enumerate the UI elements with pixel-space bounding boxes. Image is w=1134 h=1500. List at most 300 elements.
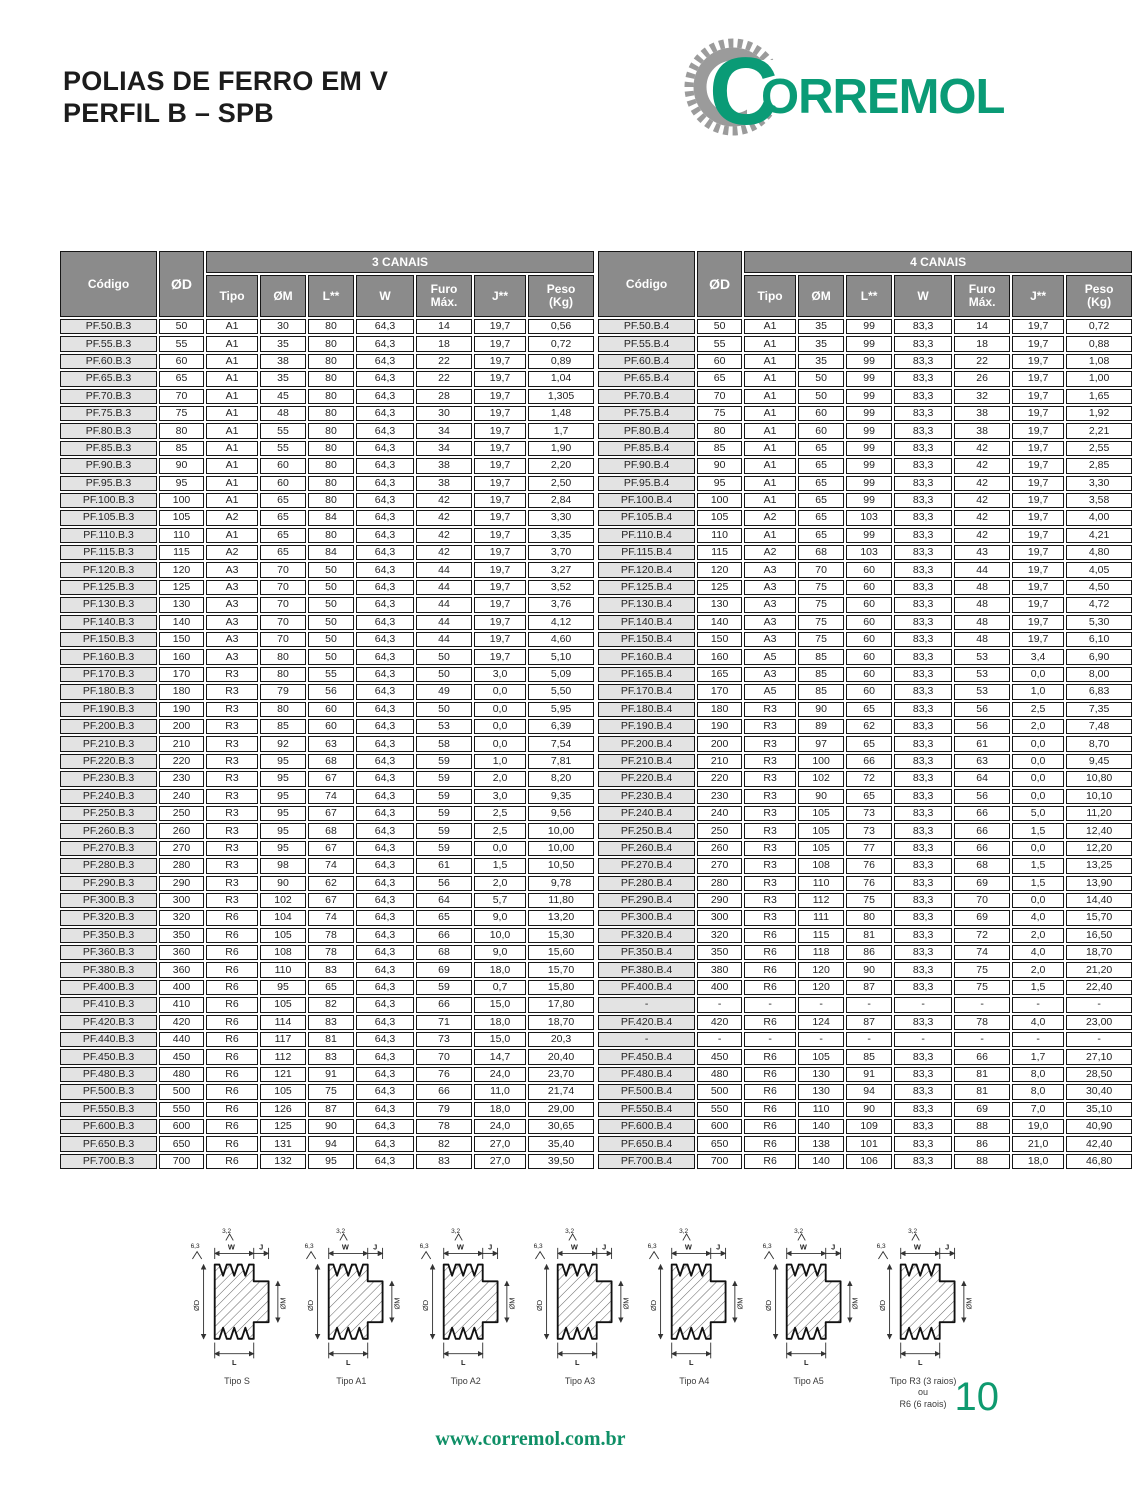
- cell-value: 48: [954, 597, 1010, 612]
- cell-codigo: PF.360.B.3: [60, 945, 157, 960]
- cell-codigo: PF.115.B.3: [60, 545, 157, 560]
- table-row: [60, 928, 594, 943]
- cell-value: 360: [159, 945, 204, 960]
- svg-text:ØD: ØD: [420, 1299, 430, 1311]
- cell-value: 103: [846, 510, 892, 525]
- cell-value: 19,7: [474, 615, 526, 630]
- cell-value: 50: [308, 562, 354, 577]
- cell-value: 75: [954, 962, 1010, 977]
- cell-value: R6: [744, 928, 796, 943]
- cell-value: 650: [697, 1136, 742, 1151]
- cell-value: 19,7: [474, 371, 526, 386]
- cell-codigo: PF.150.B.4: [598, 632, 695, 647]
- cell-value: 19,7: [474, 389, 526, 404]
- pulley-diagram: [299, 1222, 403, 1410]
- cell-value: 49: [416, 684, 472, 699]
- cell-value: 1,00: [1066, 371, 1132, 386]
- cell-value: 6,90: [1066, 649, 1132, 664]
- cell-value: 64: [416, 893, 472, 908]
- cell-value: R3: [744, 789, 796, 804]
- cell-value: 120: [159, 562, 204, 577]
- cell-value: 80: [308, 423, 354, 438]
- pulley-diagram: [757, 1222, 861, 1410]
- cell-codigo: PF.90.B.4: [598, 458, 695, 473]
- cell-value: 2,0: [474, 876, 526, 891]
- cell-value: 99: [846, 406, 892, 421]
- cell-value: 1,0: [1012, 684, 1064, 699]
- cell-value: 3,0: [474, 789, 526, 804]
- cell-value: 83,3: [894, 476, 952, 491]
- cell-value: A1: [206, 406, 258, 421]
- table-row: [598, 354, 1132, 369]
- cell-value: 19,7: [1012, 580, 1064, 595]
- cell-value: 140: [697, 615, 742, 630]
- cell-codigo: PF.130.B.3: [60, 597, 157, 612]
- cell-value: 105: [697, 510, 742, 525]
- svg-text:3,2: 3,2: [679, 1228, 689, 1235]
- cell-value: 0,0: [1012, 789, 1064, 804]
- table-row: [598, 597, 1132, 612]
- cell-value: 1,48: [528, 406, 594, 421]
- cell-value: 64,3: [356, 354, 414, 369]
- page-title-line1: POLIAS DE FERRO EM V: [63, 66, 389, 96]
- cell-value: 35,40: [528, 1136, 594, 1151]
- cell-value: 3,30: [528, 510, 594, 525]
- cell-value: 19,0: [1012, 1119, 1064, 1134]
- cell-value: 3,4: [1012, 649, 1064, 664]
- cell-value: 64,3: [356, 1032, 414, 1047]
- cell-value: 95: [260, 980, 306, 995]
- cell-value: 1,7: [528, 423, 594, 438]
- svg-text:6,3: 6,3: [419, 1242, 429, 1250]
- table-row: [60, 510, 594, 525]
- cell-codigo: PF.85.B.3: [60, 441, 157, 456]
- cell-value: 42: [416, 493, 472, 508]
- table-row: [598, 719, 1132, 734]
- tbody-3-canais: [60, 319, 594, 1169]
- table-row: [598, 389, 1132, 404]
- cell-value: 130: [798, 1067, 844, 1082]
- cell-value: 99: [846, 336, 892, 351]
- cell-value: 3,35: [528, 528, 594, 543]
- cell-value: 102: [798, 771, 844, 786]
- cell-value: 0,0: [474, 719, 526, 734]
- col-header-l: L**: [846, 275, 892, 317]
- cell-value: 42: [416, 510, 472, 525]
- table-row: [598, 893, 1132, 908]
- cell-value: 130: [697, 597, 742, 612]
- cell-codigo: PF.420.B.4: [598, 1015, 695, 1030]
- cell-value: 69: [954, 876, 1010, 891]
- cell-value: 48: [954, 632, 1010, 647]
- cell-value: 80: [308, 476, 354, 491]
- table-row: [60, 910, 594, 925]
- table-row: [598, 1119, 1132, 1134]
- cell-value: 35: [260, 336, 306, 351]
- cell-value: 4,0: [1012, 1015, 1064, 1030]
- cell-value: R6: [206, 980, 258, 995]
- svg-text:3,2: 3,2: [222, 1228, 232, 1235]
- cell-value: 64,3: [356, 476, 414, 491]
- cell-value: 180: [697, 702, 742, 717]
- cell-value: 90: [697, 458, 742, 473]
- cell-value: 19,7: [1012, 336, 1064, 351]
- cell-value: R3: [206, 841, 258, 856]
- cell-value: 2,0: [1012, 928, 1064, 943]
- cell-value: 65: [416, 910, 472, 925]
- cell-value: 80: [697, 423, 742, 438]
- cell-value: 64,3: [356, 458, 414, 473]
- footer-link[interactable]: www.corremol.com.br: [435, 1428, 626, 1450]
- cell-codigo: PF.105.B.4: [598, 510, 695, 525]
- cell-value: 27,0: [474, 1136, 526, 1151]
- cell-value: R6: [744, 1102, 796, 1117]
- pulley-diagram: [642, 1222, 746, 1410]
- cell-value: 87: [846, 1015, 892, 1030]
- cell-value: 70: [260, 580, 306, 595]
- cell-value: 26: [954, 371, 1010, 386]
- gear-icon: [685, 30, 1005, 145]
- cell-codigo: PF.240.B.3: [60, 789, 157, 804]
- cell-value: 13,90: [1066, 876, 1132, 891]
- cell-value: 61: [954, 736, 1010, 751]
- cell-value: 22: [954, 354, 1010, 369]
- cell-value: 5,50: [528, 684, 594, 699]
- cell-value: 66: [954, 823, 1010, 838]
- table-row: [598, 1049, 1132, 1064]
- cell-codigo: PF.240.B.4: [598, 806, 695, 821]
- cell-codigo: PF.600.B.3: [60, 1119, 157, 1134]
- cell-value: A3: [206, 597, 258, 612]
- cell-value: 83,3: [894, 510, 952, 525]
- cell-value: 117: [260, 1032, 306, 1047]
- cell-value: 360: [159, 962, 204, 977]
- cell-value: R6: [206, 928, 258, 943]
- cell-value: 20,40: [528, 1049, 594, 1064]
- cell-codigo: PF.700.B.4: [598, 1154, 695, 1169]
- cell-value: 9,56: [528, 806, 594, 821]
- cell-value: 2,5: [474, 823, 526, 838]
- table-row: [60, 893, 594, 908]
- cell-value: R6: [744, 1067, 796, 1082]
- col-header-od: ØD: [159, 251, 204, 317]
- cell-value: 78: [416, 1119, 472, 1134]
- cell-value: 11,20: [1066, 806, 1132, 821]
- svg-text:ØD: ØD: [763, 1299, 773, 1311]
- cell-value: 83: [308, 1015, 354, 1030]
- cell-value: 19,7: [1012, 510, 1064, 525]
- cell-value: 85: [798, 649, 844, 664]
- pulley-diagram: [528, 1222, 632, 1410]
- cell-value: 90: [159, 458, 204, 473]
- cell-codigo: PF.500.B.4: [598, 1084, 695, 1099]
- cell-value: R3: [206, 893, 258, 908]
- cell-value: A1: [744, 458, 796, 473]
- cell-value: 83,3: [894, 719, 952, 734]
- cell-value: 19,7: [474, 510, 526, 525]
- cell-value: 68: [798, 545, 844, 560]
- table-row: [60, 945, 594, 960]
- col-header-furo: Furo Máx.: [954, 275, 1010, 317]
- cell-value: 103: [846, 545, 892, 560]
- cell-value: 1,08: [1066, 354, 1132, 369]
- cell-value: 50: [308, 615, 354, 630]
- cell-value: 6,10: [1066, 632, 1132, 647]
- cell-value: 50: [308, 597, 354, 612]
- cell-value: 70: [954, 893, 1010, 908]
- cell-value: 19,7: [1012, 493, 1064, 508]
- table-4-canais: [596, 249, 1134, 1171]
- cell-value: 44: [416, 632, 472, 647]
- table-row: [60, 1067, 594, 1082]
- cell-value: 86: [846, 945, 892, 960]
- cell-value: 64,3: [356, 841, 414, 856]
- cell-value: 0,0: [474, 841, 526, 856]
- cell-value: R6: [744, 1049, 796, 1064]
- cell-value: 50: [308, 632, 354, 647]
- cell-codigo: PF.100.B.3: [60, 493, 157, 508]
- cell-value: 63: [954, 754, 1010, 769]
- col-header-l: L**: [308, 275, 354, 317]
- cell-value: 400: [159, 980, 204, 995]
- table-row: [598, 841, 1132, 856]
- cell-codigo: PF.380.B.4: [598, 962, 695, 977]
- cell-value: 34: [416, 423, 472, 438]
- cell-value: 75: [846, 893, 892, 908]
- cell-value: 110: [798, 876, 844, 891]
- cell-value: 65: [260, 493, 306, 508]
- cell-value: 210: [697, 754, 742, 769]
- cell-value: 112: [260, 1049, 306, 1064]
- svg-text:6,3: 6,3: [876, 1242, 886, 1250]
- svg-text:J: J: [373, 1242, 378, 1252]
- cell-value: 83,3: [894, 771, 952, 786]
- cell-value: 83,3: [894, 336, 952, 351]
- cell-value: 260: [697, 841, 742, 856]
- cell-value: 12,40: [1066, 823, 1132, 838]
- cell-value: -: [894, 997, 952, 1012]
- cell-value: 55: [159, 336, 204, 351]
- cell-value: 700: [159, 1154, 204, 1169]
- cell-value: 60: [846, 580, 892, 595]
- table-row: [60, 545, 594, 560]
- cell-value: 48: [954, 615, 1010, 630]
- col-header-codigo: Código: [60, 251, 157, 317]
- cell-value: 59: [416, 823, 472, 838]
- cell-value: A1: [206, 336, 258, 351]
- pulley-diagram-label: Tipo S: [224, 1376, 250, 1386]
- cell-value: 76: [846, 858, 892, 873]
- cell-value: 550: [159, 1102, 204, 1117]
- col-header-peso: Peso (Kg): [528, 275, 594, 317]
- cell-value: 90: [798, 789, 844, 804]
- cell-value: A3: [206, 562, 258, 577]
- cell-value: 1,5: [1012, 876, 1064, 891]
- cell-value: 38: [416, 476, 472, 491]
- cell-value: 99: [846, 441, 892, 456]
- cell-value: 64,3: [356, 528, 414, 543]
- cell-value: 83,3: [894, 545, 952, 560]
- cell-value: 0,0: [474, 736, 526, 751]
- cell-value: R6: [744, 962, 796, 977]
- cell-value: 19,7: [474, 597, 526, 612]
- cell-value: 420: [159, 1015, 204, 1030]
- cell-value: 83,3: [894, 632, 952, 647]
- svg-text:ØM: ØM: [964, 1297, 974, 1310]
- table-row: [598, 562, 1132, 577]
- cell-value: 0,56: [528, 319, 594, 334]
- cell-value: R6: [206, 1015, 258, 1030]
- cell-value: 75: [308, 1084, 354, 1099]
- cell-value: R3: [744, 736, 796, 751]
- cell-value: 300: [159, 893, 204, 908]
- cell-value: 65: [260, 545, 306, 560]
- cell-value: 59: [416, 980, 472, 995]
- cell-value: 44: [416, 615, 472, 630]
- cell-value: 120: [697, 562, 742, 577]
- svg-text:J: J: [945, 1242, 950, 1252]
- cell-value: R3: [206, 736, 258, 751]
- cell-value: 60: [846, 562, 892, 577]
- cell-value: 80: [308, 319, 354, 334]
- cell-value: 99: [846, 354, 892, 369]
- cell-value: 210: [159, 736, 204, 751]
- cell-value: 19,7: [1012, 528, 1064, 543]
- table-row: [598, 493, 1132, 508]
- cell-value: 90: [260, 876, 306, 891]
- cell-value: 105: [260, 1084, 306, 1099]
- cell-value: 78: [954, 1015, 1010, 1030]
- cell-value: 104: [260, 910, 306, 925]
- cell-codigo: PF.160.B.4: [598, 649, 695, 664]
- cell-value: 53: [954, 667, 1010, 682]
- cell-value: R3: [206, 823, 258, 838]
- cell-value: 85: [798, 684, 844, 699]
- cell-codigo: PF.220.B.3: [60, 754, 157, 769]
- cell-value: 39,50: [528, 1154, 594, 1169]
- cell-value: 48: [954, 580, 1010, 595]
- cell-codigo: PF.130.B.4: [598, 597, 695, 612]
- cell-codigo: PF.380.B.3: [60, 962, 157, 977]
- cell-value: 1,04: [528, 371, 594, 386]
- cell-value: 64,3: [356, 493, 414, 508]
- cell-value: 2,0: [1012, 962, 1064, 977]
- cell-value: 63: [308, 736, 354, 751]
- cell-value: 95: [308, 1154, 354, 1169]
- table-row: [598, 1032, 1132, 1047]
- cell-value: 83,3: [894, 789, 952, 804]
- cell-value: 7,35: [1066, 702, 1132, 717]
- cell-value: 5,95: [528, 702, 594, 717]
- cell-value: 55: [260, 423, 306, 438]
- col-header-peso: Peso (Kg): [1066, 275, 1132, 317]
- cell-value: 76: [416, 1067, 472, 1082]
- cell-codigo: PF.300.B.4: [598, 910, 695, 925]
- cell-codigo: PF.210.B.4: [598, 754, 695, 769]
- cell-value: R6: [744, 1015, 796, 1030]
- cell-codigo: PF.260.B.4: [598, 841, 695, 856]
- cell-value: 19,7: [474, 441, 526, 456]
- cell-value: 14: [954, 319, 1010, 334]
- cell-codigo: PF.180.B.3: [60, 684, 157, 699]
- cell-codigo: PF.180.B.4: [598, 702, 695, 717]
- col-header-j: J**: [1012, 275, 1064, 317]
- cell-value: 170: [159, 667, 204, 682]
- cell-value: 15,70: [1066, 910, 1132, 925]
- cell-value: 83,3: [894, 928, 952, 943]
- cell-value: A1: [206, 319, 258, 334]
- cell-value: 83,3: [894, 702, 952, 717]
- cell-value: 44: [416, 580, 472, 595]
- cell-value: 90: [846, 1102, 892, 1117]
- cell-value: R6: [744, 980, 796, 995]
- svg-text:W: W: [456, 1242, 464, 1252]
- cell-value: 19,7: [1012, 441, 1064, 456]
- svg-text:L: L: [689, 1357, 694, 1367]
- cell-codigo: PF.120.B.4: [598, 562, 695, 577]
- cell-value: 64,3: [356, 406, 414, 421]
- cell-value: A1: [744, 476, 796, 491]
- table-row: [598, 476, 1132, 491]
- cell-codigo: PF.80.B.4: [598, 423, 695, 438]
- cell-value: 140: [798, 1119, 844, 1134]
- cell-value: 70: [416, 1049, 472, 1064]
- cell-codigo: -: [598, 997, 695, 1012]
- cell-value: 106: [846, 1154, 892, 1169]
- cell-value: A1: [206, 493, 258, 508]
- cell-value: A1: [744, 336, 796, 351]
- cell-value: 80: [159, 423, 204, 438]
- cell-codigo: PF.210.B.3: [60, 736, 157, 751]
- cell-value: 59: [416, 789, 472, 804]
- cell-value: 56: [954, 719, 1010, 734]
- table-row: [598, 458, 1132, 473]
- cell-value: 420: [697, 1015, 742, 1030]
- cell-value: R6: [206, 1032, 258, 1047]
- cell-codigo: PF.170.B.3: [60, 667, 157, 682]
- cell-value: 64,3: [356, 945, 414, 960]
- cell-value: 6,39: [528, 719, 594, 734]
- cell-value: 64,3: [356, 823, 414, 838]
- cell-value: 56: [954, 789, 1010, 804]
- cell-value: 64,3: [356, 1136, 414, 1151]
- cell-value: 270: [697, 858, 742, 873]
- cell-value: 66: [846, 754, 892, 769]
- cell-value: 83,3: [894, 319, 952, 334]
- cell-value: A2: [744, 545, 796, 560]
- cell-codigo: PF.420.B.3: [60, 1015, 157, 1030]
- cell-value: R3: [744, 841, 796, 856]
- cell-value: 65: [798, 510, 844, 525]
- cell-value: 8,00: [1066, 667, 1132, 682]
- svg-text:L: L: [231, 1357, 237, 1367]
- svg-text:ØM: ØM: [278, 1297, 288, 1310]
- cell-value: 240: [697, 806, 742, 821]
- cell-value: 11,0: [474, 1084, 526, 1099]
- cell-value: 60: [798, 406, 844, 421]
- svg-text:ØD: ØD: [877, 1299, 887, 1311]
- table-row: [598, 510, 1132, 525]
- cell-value: 190: [697, 719, 742, 734]
- cell-value: 80: [846, 910, 892, 925]
- diagrams-row: [185, 1222, 975, 1410]
- cell-value: 15,30: [528, 928, 594, 943]
- table-row: [60, 458, 594, 473]
- cell-value: 86: [954, 1136, 1010, 1151]
- table-row: [598, 1084, 1132, 1099]
- cell-value: 132: [260, 1154, 306, 1169]
- cell-value: 65: [798, 441, 844, 456]
